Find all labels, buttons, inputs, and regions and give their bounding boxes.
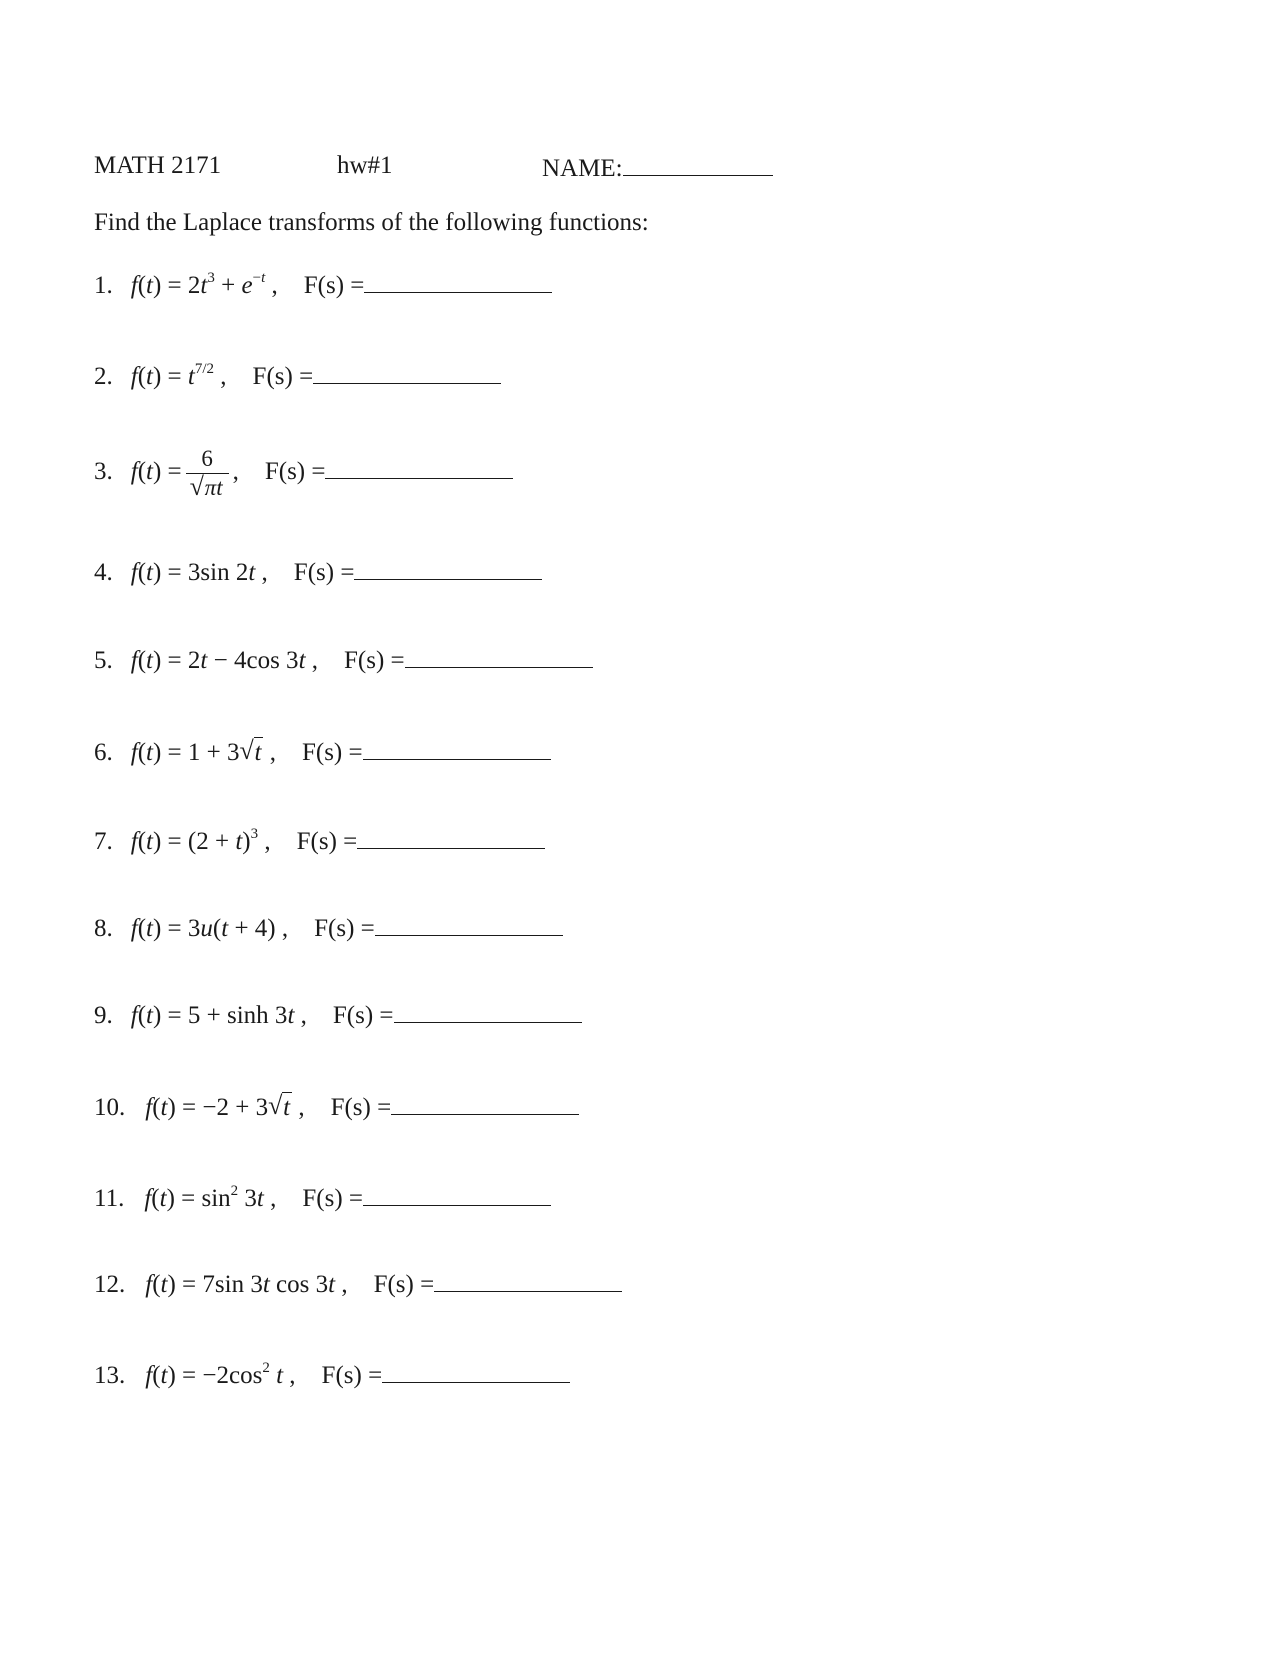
problem-function: f(t) = 3u(t + 4) , <box>130 915 289 942</box>
problem-7 <box>94 826 545 854</box>
problem-5 <box>94 645 593 673</box>
name-field[interactable] <box>542 153 773 181</box>
problem-number: 1. <box>94 272 113 299</box>
answer-blank[interactable] <box>382 1360 570 1383</box>
problem-9 <box>94 1000 582 1028</box>
problem-function: f(t) = 6 √ πt , <box>131 458 239 485</box>
problem-3 <box>94 447 513 499</box>
problem-number: 5. <box>94 647 113 674</box>
answer-label: F(s) = <box>314 915 375 942</box>
problem-function: $f(t) = (2 + t)^3$ , <box>130 826 271 855</box>
problem-number: 8. <box>94 915 113 942</box>
answer-blank[interactable] <box>325 456 513 479</box>
answer-blank[interactable] <box>375 913 563 936</box>
answer-blank[interactable] <box>363 1183 551 1206</box>
name-label: NAME: <box>542 155 623 182</box>
answer-label: F(s) = <box>302 1185 364 1212</box>
problem-1 <box>94 270 552 298</box>
answer-label: F(s) = <box>293 559 355 586</box>
answer-blank[interactable] <box>391 1092 579 1115</box>
answer-label: F(s) = <box>330 1094 392 1121</box>
answer-label: F(s) = <box>332 1002 394 1029</box>
answer-label: F(s) = <box>321 1362 383 1389</box>
problem-number: 7. <box>94 828 113 855</box>
problem-number: 2. <box>94 363 113 390</box>
problem-function: f(t) = −2 + 3√ t , <box>145 1094 304 1121</box>
answer-blank[interactable] <box>434 1269 622 1292</box>
answer-blank[interactable] <box>357 826 545 849</box>
problem-number: 4. <box>94 559 113 586</box>
problem-number: 3. <box>94 457 113 485</box>
course-title: MATH 2171 <box>94 152 222 179</box>
problem-10 <box>94 1092 579 1120</box>
problem-13 <box>94 1360 570 1388</box>
assignment-title: hw#1 <box>337 152 393 179</box>
problem-number: 12. <box>94 1271 126 1298</box>
fraction: 6 √ πt <box>186 447 229 499</box>
answer-label: F(s) = <box>301 739 363 766</box>
answer-label: F(s) = <box>296 828 358 855</box>
problem-function: $f(t) = 2t^3 + e^{-t}$ , <box>130 270 278 299</box>
problem-function: f(t) = 3sin 2t , <box>130 559 268 586</box>
answer-blank[interactable] <box>394 1000 582 1023</box>
problem-8 <box>94 913 563 941</box>
problem-number: 6. <box>94 739 113 766</box>
problem-function: f(t) = 1 + 3√ t , <box>131 739 276 766</box>
answer-label: F(s) = <box>344 647 405 674</box>
problem-12 <box>94 1269 622 1297</box>
answer-label: F(s) = <box>252 363 314 390</box>
answer-label: F(s) = <box>373 1271 435 1298</box>
problem-number: 9. <box>94 1002 113 1029</box>
problem-number: 10. <box>94 1094 126 1121</box>
answer-blank[interactable] <box>363 737 551 760</box>
problem-function: f(t) = 7sin 3t cos 3t , <box>145 1271 348 1298</box>
problem-function: f(t) = 5 + sinh 3t , <box>130 1002 307 1029</box>
answer-blank[interactable] <box>364 270 552 293</box>
answer-label: F(s) = <box>264 457 326 485</box>
problem-number: 13. <box>94 1362 126 1389</box>
name-blank[interactable] <box>623 153 773 176</box>
problem-6 <box>94 737 551 765</box>
problem-number: 11. <box>94 1185 125 1212</box>
problem-function: $f(t) = -2\cos^2$ t , <box>145 1360 296 1389</box>
answer-label: F(s) = <box>303 272 365 299</box>
problem-2 <box>94 361 501 389</box>
answer-blank[interactable] <box>405 645 593 668</box>
problem-4 <box>94 557 542 585</box>
problem-function: $f(t) = \sin^2 3t$ , <box>144 1183 277 1212</box>
fraction-numerator: 6 <box>201 446 213 471</box>
problem-function: f(t) = 2t − 4cos 3t , <box>130 647 319 674</box>
problem-11 <box>94 1183 551 1211</box>
answer-blank[interactable] <box>313 361 501 384</box>
instructions: Find the Laplace transforms of the following functions: <box>94 209 649 236</box>
problem-function: $f(t) = t^{7/2}$ , <box>130 361 227 390</box>
answer-blank[interactable] <box>354 557 542 580</box>
